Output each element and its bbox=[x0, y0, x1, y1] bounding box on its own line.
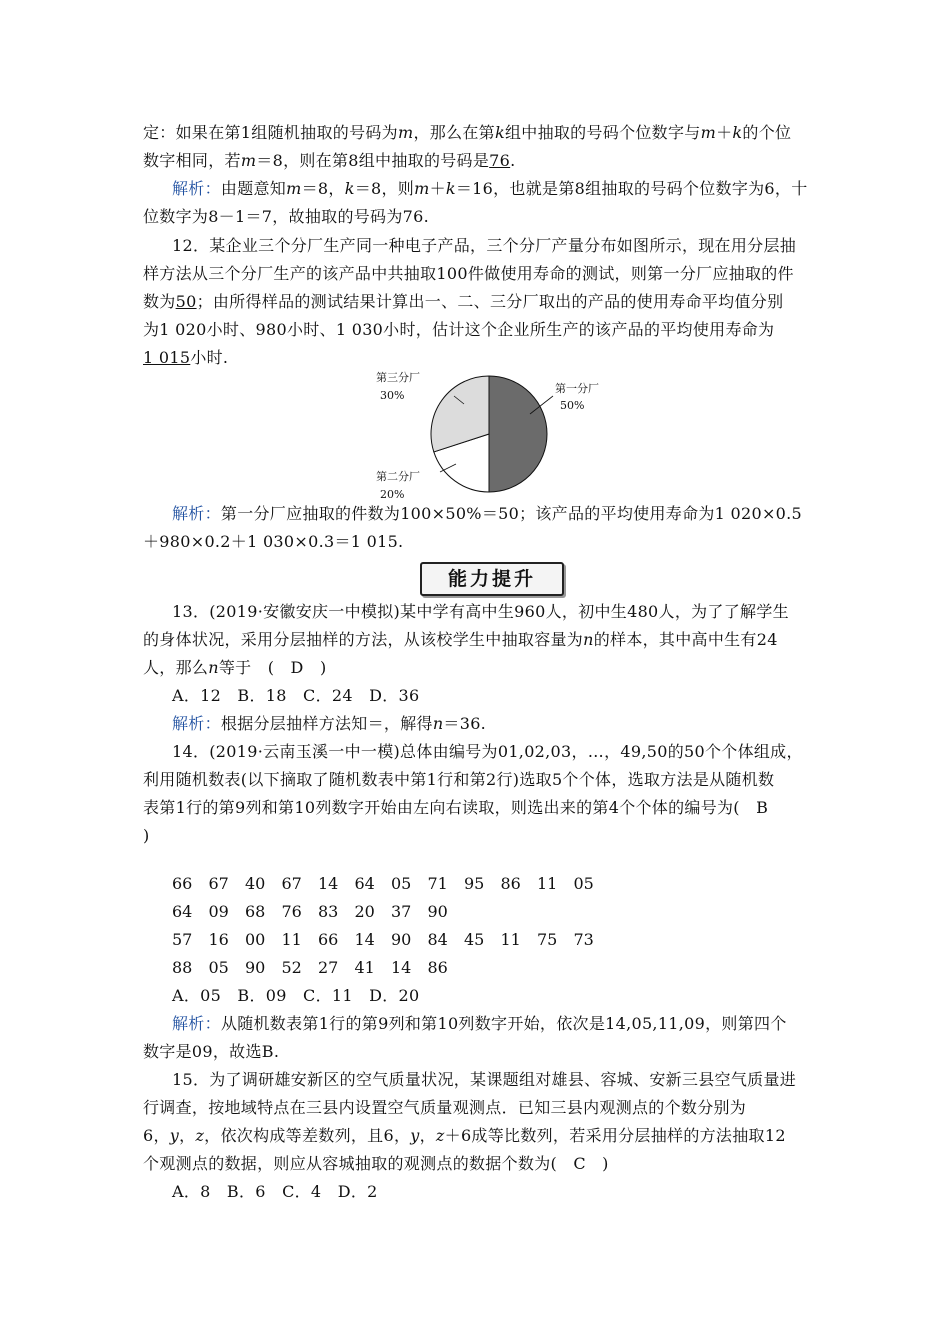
q14-line-3: 表第1行的第9列和第10列数字开始由左向右读取，则选出来的第4个个体的编号为( B bbox=[143, 798, 769, 817]
q13-line-1: 13．(2019·安徽安庆一中模拟)某中学有高中生960人，初中生480人，为了了解学生 bbox=[172, 602, 789, 621]
random-table-row: 57 16 00 11 66 14 90 84 45 11 75 73 bbox=[172, 930, 594, 949]
solution-label: 解析： bbox=[172, 504, 221, 523]
pie-slices bbox=[431, 376, 547, 492]
q12-line-1: 12．某企业三个分厂生产同一种电子产品，三个分厂产量分布如图所示，现在用分层抽 bbox=[172, 236, 797, 255]
q15-line-1: 15．为了调研雄安新区的空气质量状况，某课题组对雄县、容城、安新三县空气质量进 bbox=[172, 1070, 797, 1089]
pie-chart bbox=[370, 366, 618, 502]
random-table-row: 66 67 40 67 14 64 05 71 95 86 11 05 bbox=[172, 874, 594, 893]
q13-line-3: 人，那么n等于 ( D ) bbox=[143, 658, 327, 677]
q12-answer-1: 50 bbox=[175, 292, 197, 311]
q12-line-5: 1 015小时. bbox=[143, 348, 229, 367]
q11-solution-line-1: 解析：由题意知m＝8，k＝8，则m＋k＝16，也就是第8组抽取的号码个位数字为6，十 bbox=[172, 179, 808, 198]
pie-slice-1 bbox=[489, 376, 547, 492]
q13-solution: 解析：根据分层抽样方法知＝，解得n＝36. bbox=[172, 714, 487, 733]
q14-solution-line-2: 数字是09，故选B. bbox=[143, 1042, 280, 1061]
solution-label: 解析： bbox=[172, 179, 221, 198]
q12-line-2: 样方法从三个分厂生产的该产品中共抽取100件做使用寿命的测试，则第一分厂应抽取的件 bbox=[143, 264, 794, 283]
q12-solution-line-2: ＋980×0.2＋1 030×0.3＝1 015. bbox=[143, 532, 404, 551]
q13-line-2: 的身体状况，采用分层抽样的方法，从该校学生中抽取容量为n的样本，其中高中生有24 bbox=[143, 630, 778, 649]
random-table-row: 88 05 90 52 27 41 14 86 bbox=[172, 958, 448, 977]
q15-options: A．8 B．6 C．4 D．2 bbox=[172, 1182, 378, 1201]
q15-line-3: 6，y，z，依次构成等差数列，且6，y，z＋6成等比数列，若采用分层抽样的方法抽取12 bbox=[143, 1126, 786, 1145]
solution-label: 解析： bbox=[172, 714, 221, 733]
q14-options: A．05 B．09 C．11 D．20 bbox=[172, 986, 420, 1005]
q14-line-2: 利用随机数表(以下摘取了随机数表中第1行和第2行)选取5个个体，选取方法是从随机数 bbox=[143, 770, 775, 789]
q14-line-1: 14．(2019·云南玉溪一中一模)总体由编号为01,02,03，…，49,50的50个个体组成， bbox=[172, 742, 803, 761]
slice-label-third-name: 第三分厂 bbox=[376, 371, 420, 384]
q11-line-1: 定：如果在第1组随机抽取的号码为m，那么在第k组中抽取的号码个位数字与m＋k的个位 bbox=[143, 123, 792, 142]
q11-answer: 76 bbox=[489, 151, 511, 170]
q15-line-4: 个观测点的数据，则应从容城抽取的观测点的数据个数为( C ) bbox=[143, 1154, 609, 1173]
q15-line-2: 行调查，按地域特点在三县内设置空气质量观测点．已知三县内观测点的个数分别为 bbox=[143, 1098, 747, 1117]
slice-label-second-name: 第二分厂 bbox=[376, 470, 420, 483]
slice-label-first-name: 第一分厂 bbox=[555, 382, 599, 395]
section-banner: 能力提升 bbox=[420, 562, 564, 596]
random-table-row: 64 09 68 76 83 20 37 90 bbox=[172, 902, 448, 921]
q11-solution-line-2: 位数字为8－1＝7，故抽取的号码为76. bbox=[143, 207, 429, 226]
q12-line-3: 数为50；由所得样品的测试结果计算出一、二、三分厂取出的产品的使用寿命平均值分别 bbox=[143, 292, 784, 311]
q12-solution-line-1: 解析：第一分厂应抽取的件数为100×50%＝50；该产品的平均使用寿命为1 020×0.5 bbox=[172, 504, 803, 523]
solution-label: 解析： bbox=[172, 1014, 221, 1033]
q14-solution-line-1: 解析：从随机数表第1行的第9列和第10列数字开始，依次是14,05,11,09，则第四个 bbox=[172, 1014, 787, 1033]
slice-label-first-pct: 50% bbox=[560, 399, 585, 412]
q11-line-2: 数字相同，若m＝8，则在第8组中抽取的号码是76. bbox=[143, 151, 516, 170]
slice-label-second-pct: 20% bbox=[380, 488, 405, 501]
slice-label-third-pct: 30% bbox=[380, 389, 405, 402]
q12-line-4: 为1 020小时、980小时、1 030小时，估计这个企业所生产的该产品的平均使用寿命为 bbox=[143, 320, 775, 339]
q13-options: A．12 B．18 C．24 D．36 bbox=[172, 686, 420, 705]
q12-answer-2: 1 015 bbox=[143, 348, 191, 367]
q14-line-4: ) bbox=[143, 826, 150, 845]
